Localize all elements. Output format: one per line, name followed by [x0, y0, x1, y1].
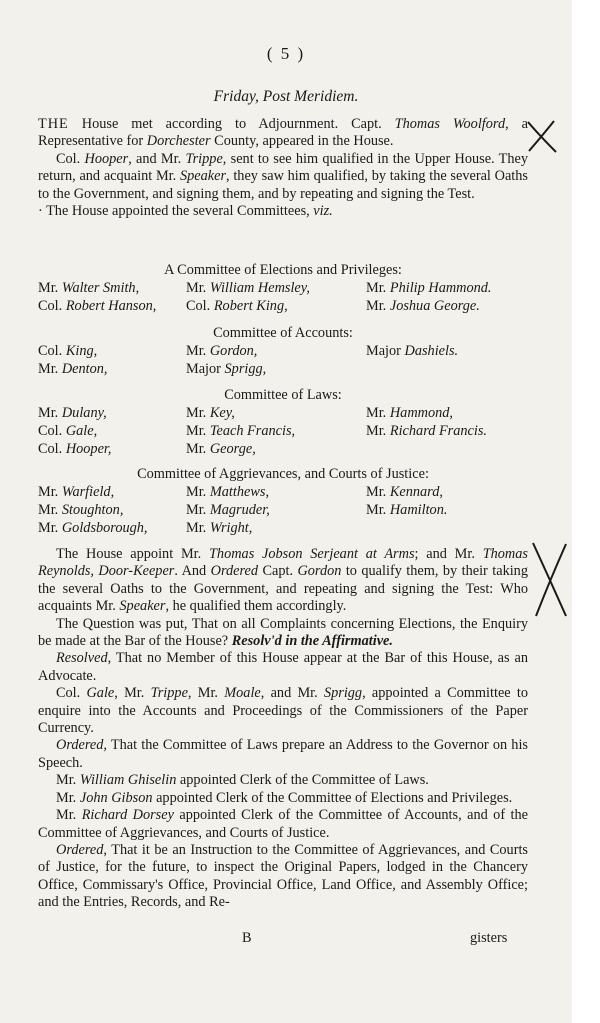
paragraph-clerk-elections: Mr. John Gibson appointed Clerk of the Committee of Elections and Privileges. — [56, 789, 513, 806]
paragraph-paper-currency: Col. Gale, Mr. Trippe, Mr. Moale, and Mr. Sprigg, appointed a Committee to enquire into the Accounts and Proceedings of the Commissioners of the Paper Currency. — [38, 685, 528, 737]
paragraph-instruction: Ordered, That it be an Instruction to the Committee of Aggrievances, and Courts of Justice, for the future, to inspect the Original Papers, lodged in the Chancery Office, Commissary's Office, Provincial Office, Land Office, and Assembly Office; and the Entries, Records, and Re- — [38, 841, 528, 911]
member-name: Col. Robert King, — [186, 298, 288, 314]
member-name: Mr. Key, — [186, 405, 235, 421]
committee-accounts-title: Committee of Accounts: — [213, 325, 353, 341]
page-number: ( 5 ) — [266, 44, 306, 63]
paragraph-house-met: THE House met according to Adjournment. Capt. Thomas Woolford, a Representative for Dorchester County, appeared in the House. — [38, 116, 529, 150]
margin-cross-mark — [530, 540, 570, 620]
member-name: Mr. Matthews, — [186, 484, 270, 500]
paragraph-committees-intro: · The House appointed the several Committees, viz. — [38, 203, 333, 220]
proceedings-paragraphs — [38, 546, 528, 912]
member-name: Major Sprigg, — [186, 361, 267, 377]
member-name: Mr. Stoughton, — [38, 502, 124, 518]
member-name: Col. Robert Hanson, — [38, 298, 157, 314]
member-name: Mr. Richard Francis. — [366, 423, 487, 439]
margin-cross-mark — [524, 118, 560, 156]
session-heading: Friday, Post Meridiem. — [213, 88, 359, 105]
signature-mark: B — [242, 930, 252, 946]
paragraph-address-governor: Ordered, That the Committee of Laws prepare an Address to the Governor on his Speech. — [38, 737, 528, 771]
member-name: Mr. William Hemsley, — [186, 280, 310, 296]
member-name: Mr. Walter Smith, — [38, 280, 140, 296]
paragraph-clerk-accounts: Mr. Richard Dorsey appointed Clerk of the Committee of Accounts, and of the Committee of Aggrievances, and Courts of Justice. — [38, 807, 528, 841]
member-name: Mr. Denton, — [38, 361, 108, 377]
opening-paragraphs — [38, 116, 528, 220]
member-name: Mr. Kennard, — [366, 484, 443, 500]
member-name: Col. King, — [38, 343, 98, 359]
member-name: Mr. Teach Francis, — [186, 423, 296, 439]
member-name: Col. Hooper, — [38, 441, 112, 457]
member-name: Mr. Goldsborough, — [38, 520, 148, 536]
committee-grievances-title: Committee of Aggrievances, and Courts of Justice: — [137, 466, 429, 482]
paragraph-elections-question: The Question was put, That on all Complaints concerning Elections, the Enquiry be made at the Bar of the House? Resolv'd in the Affirmative. — [38, 615, 528, 650]
paragraph-serjeant-at-arms: The House appoint Mr. Thomas Jobson Serjeant at Arms; and Mr. Thomas Reynolds, Door-Keeper. And Ordered Capt. Gordon to qualify them, by their taking the several Oaths to the Government, and repeating and signing the Test: Who acquaints Mr. Speaker, he qualified them accordingly. — [38, 546, 528, 615]
member-name: Mr. Magruder, — [186, 502, 270, 518]
paragraph-resolved-advocate: Resolved, That no Member of this House appear at the Bar of this House, as an Advocate. — [38, 650, 528, 684]
member-name: Mr. Dulany, — [38, 405, 107, 421]
member-name: Mr. Philip Hammond. — [366, 280, 492, 296]
committee-laws-title: Committee of Laws: — [224, 387, 342, 403]
paragraph-clerk-laws: Mr. William Ghiselin appointed Clerk of the Committee of Laws. — [56, 772, 429, 789]
member-name: Mr. George, — [186, 441, 256, 457]
member-name: Mr. Gordon, — [186, 343, 258, 359]
member-name: Col. Gale, — [38, 423, 98, 439]
page-margin — [572, 0, 600, 1023]
member-name: Mr. Joshua George. — [366, 298, 480, 314]
member-name: Major Dashiels. — [366, 343, 459, 359]
paragraph-qualified: Col. Hooper, and Mr. Trippe, sent to see him qualified in the Upper House. They return, and acquaint Mr. Speaker, they saw him qualified, by taking the several Oaths to the Government, and signing them, and by repeating and signing the Test. — [38, 150, 528, 202]
member-name: Mr. Warfield, — [38, 484, 115, 500]
member-name: Mr. Hammond, — [366, 405, 453, 421]
member-name: Mr. Wright, — [186, 520, 253, 536]
catchword: gisters — [470, 930, 508, 946]
committee-elections-title: A Committee of Elections and Privileges: — [164, 262, 402, 278]
member-name: Mr. Hamilton. — [366, 502, 448, 518]
